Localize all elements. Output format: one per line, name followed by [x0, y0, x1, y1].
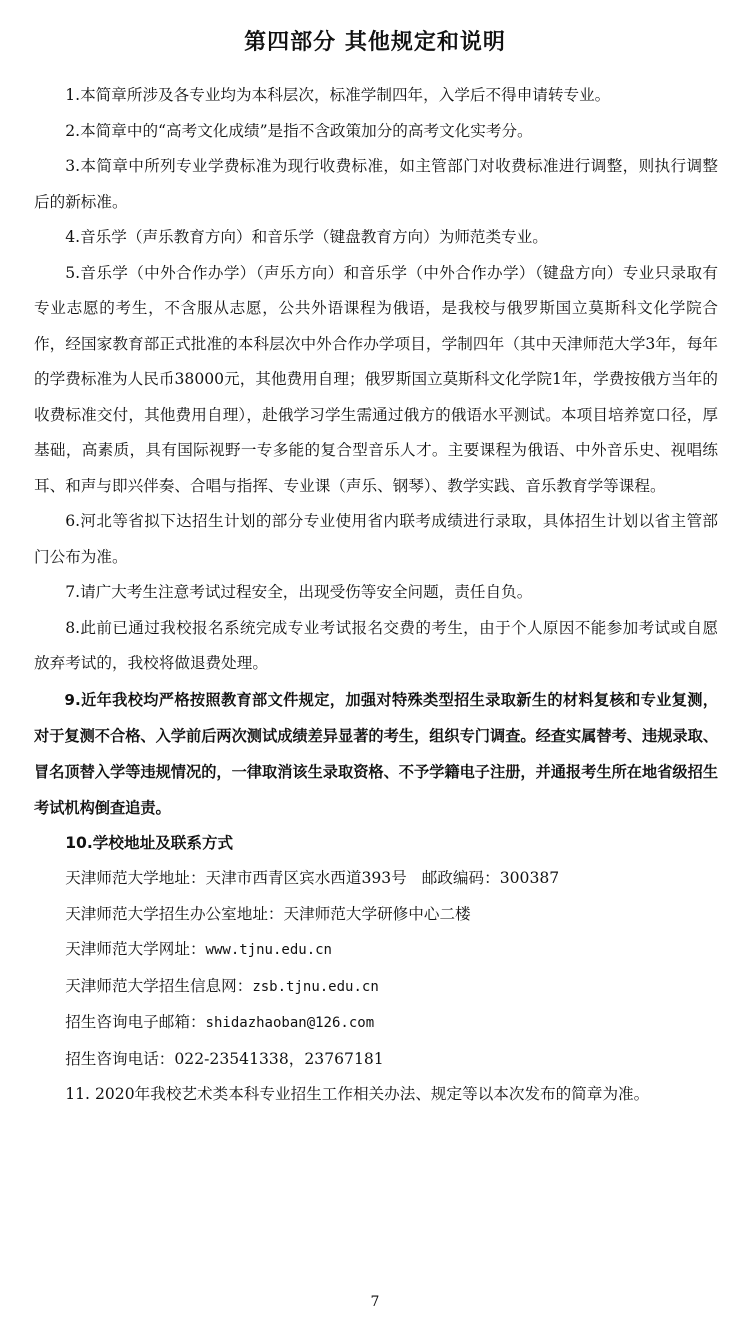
page-number: 7 [370, 1294, 380, 1310]
contact-phone [34, 1042, 718, 1078]
document-body [34, 78, 718, 1113]
phone-value: 022-23541338，23767181 [174, 1049, 384, 1068]
contact-info-site [34, 969, 718, 1006]
postcode-value: 300387 [499, 869, 560, 887]
info-site-link[interactable]: zsb.tjnu.edu.cn [252, 978, 379, 995]
item-11: 11. 2020年我校艺术类本科专业招生工作相关办法、规定等以本次发布的简章为准。 [65, 1085, 650, 1103]
item-2: 2.本简章中的“高考文化成绩”是指不含政策加分的高考文化实考分。 [65, 121, 533, 140]
item-4: 4.音乐学（声乐教育方向）和音乐学（键盘教育方向）为师范类专业。 [65, 228, 548, 246]
contact-office: 天津师范大学招生办公室地址：天津师范大学研修中心二楼 [65, 904, 471, 923]
address-text: 天津师范大学地址：天津市西青区宾水西道393号 [65, 869, 407, 887]
item-5: 5.音乐学（中外合作办学）（声乐方向）和音乐学（中外合作办学）（键盘方向）专业只录取有专业志愿的考生，不含服从志愿，公共外语课程为俄语，是我校与俄罗斯国立莫斯科文化学院合作，经国家教育部正式批准的本科层次中外合作办学项目，学制四年（其中天津师范大学3年，每年的学费标准为人民币38000元，其他费用自理；俄罗斯国立莫斯科文化学院1年，学费按俄方当年的收费标准交付，其他费用自理），赴俄学习学生需通过俄方的俄语水平测试。本项目培养宽口径，厚基础，高素质，具有国际视野一专多能的复合型音乐人才。主要课程为俄语、中外音乐史、视唱练耳、和声与即兴伴奏、合唱与指挥、专业课（声乐、钢琴）、教学实践、音乐教育学等课程。 [34, 263, 718, 495]
phone-label: 招生咨询电话： [65, 1049, 175, 1068]
email-label: 招生咨询电子邮箱： [65, 1013, 206, 1031]
info-site-label: 天津师范大学招生信息网： [65, 976, 253, 995]
page-title: 第四部分 其他规定和说明 [244, 30, 506, 55]
contact-heading: 10.学校地址及联系方式 [65, 833, 234, 852]
item-8: 8.此前已通过我校报名系统完成专业考试报名交费的考生，由于个人原因不能参加考试或自愿放弃考试的，我校将做退费处理。 [34, 618, 718, 672]
item-3: 3.本简章中所列专业学费标准为现行收费标准，如主管部门对收费标准进行调整，则执行调整后的新标准。 [34, 157, 718, 211]
website-label: 天津师范大学网址： [65, 940, 206, 958]
item-9: 9.近年我校均严格按照教育部文件规定，加强对特殊类型招生录取新生的材料复核和专业复测，对于复测不合格、入学前后两次测试成绩差异显著的考生，组织专门调查。经查实属替考、违规录取、冒名顶替入学等违规情况的，一律取消该生录取资格、不予学籍电子注册，并通报考生所在地省级招生考试机构倒查追责。 [34, 690, 718, 817]
contact-website [34, 932, 718, 969]
contact-address [34, 861, 718, 897]
item-7: 7.请广大考生注意考试过程安全，出现受伤等安全问题，责任自负。 [65, 583, 533, 601]
item-1: 1.本简章所涉及各专业均为本科层次，标准学制四年，入学后不得申请转专业。 [65, 86, 611, 104]
contact-email [34, 1005, 718, 1042]
website-link[interactable]: www.tjnu.edu.cn [205, 942, 332, 958]
postcode-label: 邮政编码： [421, 869, 500, 887]
email-link[interactable]: shidazhaoban@126.com [205, 1015, 375, 1031]
item-6: 6.河北等省拟下达招生计划的部分专业使用省内联考成绩进行录取，具体招生计划以省主管部门公布为准。 [34, 512, 718, 566]
